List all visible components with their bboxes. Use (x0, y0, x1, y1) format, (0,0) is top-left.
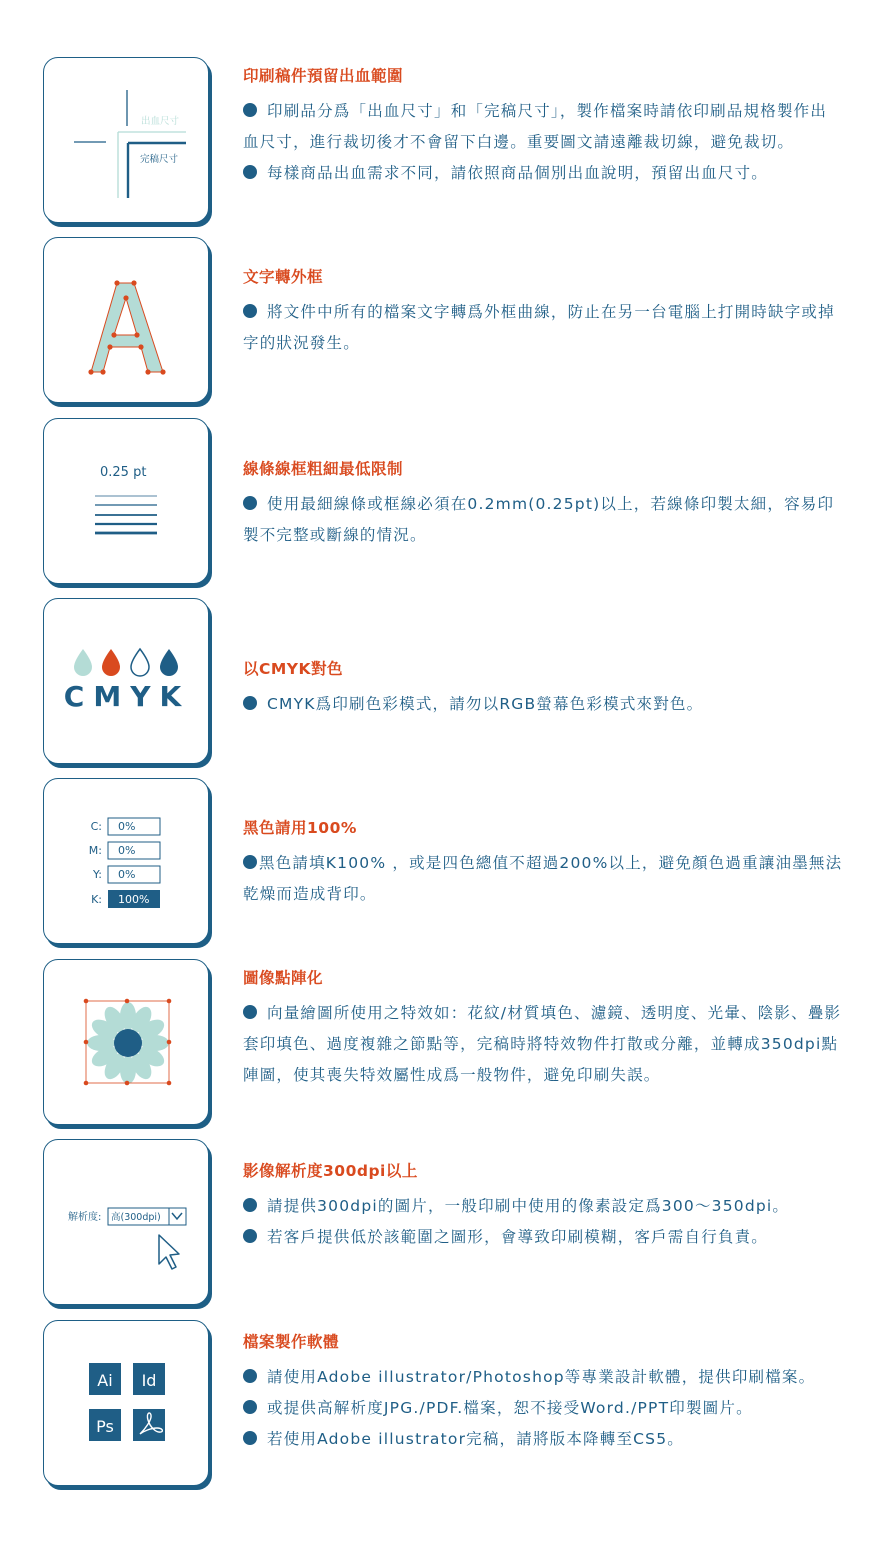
bullet-icon (243, 304, 257, 318)
black-value-section (243, 817, 843, 910)
section-title: 以CMYK對色 (243, 660, 344, 678)
bullet-paragraph: 若使用Adobe illustrator完稿，請將版本降轉至CS5。 (243, 1424, 843, 1455)
section-title: 黑色請用100% (243, 819, 357, 837)
bleed-crop-marks-icon (44, 58, 210, 224)
letter-outline-icon (44, 238, 210, 404)
bleed-size-label: 出血尺寸 (141, 116, 180, 127)
m-label: M: (88, 844, 102, 857)
section-title: 線條線框粗細最低限制 (243, 460, 404, 478)
bullet-icon (243, 1369, 257, 1383)
c-value: 0% (118, 820, 136, 833)
svg-text:Ps: Ps (96, 1417, 114, 1436)
bullet-paragraph: 印刷品分爲「出血尺寸」和「完稿尺寸」，製作檔案時請依印刷品規格製作出血尺寸，進行裁切後才不會留下白邊。重要圖文請遠離裁切線，避免裁切。 (243, 102, 828, 151)
bullet-paragraph: 若客戶提供低於該範圍之圖形，會導致印刷模糊，客戶需自行負責。 (243, 1222, 843, 1253)
adobe-software-icons (44, 1321, 210, 1487)
line-weight-icon-card (43, 418, 209, 584)
section-title: 文字轉外框 (243, 268, 324, 286)
svg-text:Id: Id (141, 1371, 157, 1390)
cmyk-section (243, 658, 843, 720)
line-weight-icon (44, 419, 210, 585)
bullet-paragraph: 請提供300dpi的圖片，一般印刷中使用的像素設定爲300～350dpi。 (243, 1191, 843, 1222)
outline-icon-card (43, 237, 209, 403)
bullet-paragraph: CMYK爲印刷色彩模式，請勿以RGB螢幕色彩模式來對色。 (243, 689, 843, 720)
line-weight-label: 0.25 pt (100, 465, 147, 480)
bullet-icon (243, 1431, 257, 1445)
bleed-icon-card (43, 57, 209, 223)
bullet-icon (243, 165, 257, 179)
acrobat-pdf-icon (133, 1409, 165, 1441)
trim-size-label: 完稿尺寸 (140, 154, 179, 165)
resolution-select-icon (44, 1140, 210, 1306)
bullet-paragraph: 或提供高解析度JPG./PDF.檔案，恕不接受Word./PPT印製圖片。 (243, 1393, 843, 1424)
bleed-section (243, 65, 843, 189)
resolution-value: 高(300dpi) (111, 1212, 161, 1223)
y-label: Y: (93, 868, 102, 881)
line-weight-section (243, 458, 843, 551)
software-section (243, 1331, 843, 1455)
bullet-paragraph: 請使用Adobe illustrator/Photoshop等專業設計軟體，提供印刷檔案。 (243, 1362, 843, 1393)
bullet-icon (243, 696, 257, 710)
bullet-icon (243, 855, 257, 869)
section-title: 圖像點陣化 (243, 969, 324, 987)
bullet-icon (243, 1400, 257, 1414)
rasterize-section (243, 967, 843, 1091)
k-label: K: (91, 893, 102, 906)
section-title: 檔案製作軟體 (243, 1333, 340, 1351)
bullet-icon (243, 1005, 257, 1019)
bullet-icon (243, 103, 257, 117)
rasterize-icon-card (43, 959, 209, 1125)
section-title: 影像解析度300dpi以上 (243, 1162, 418, 1180)
m-value: 0% (118, 844, 136, 857)
k-value: 100% (118, 893, 150, 906)
bullet-icon (243, 496, 257, 510)
section-title: 印刷稿件預留出血範圍 (243, 67, 404, 85)
resolution-label: 解析度: (68, 1212, 102, 1223)
cmyk-ink-drops-icon (44, 599, 210, 765)
bullet-icon (243, 1229, 257, 1243)
bullet-paragraph: 每樣商品出血需求不同，請依照商品個別出血說明，預留出血尺寸。 (243, 158, 843, 189)
bullet-paragraph: 向量繪圖所使用之特效如：花紋/材質填色、濾鏡、透明度、光暈、陰影、疊影套印填色、過度複雜之節點等，完稿時將特效物件打散或分離，並轉成350dpi點陣圖，使其喪失特效屬性成爲一般物件，避免印刷失誤。 (243, 1004, 842, 1084)
resolution-section (243, 1160, 843, 1253)
bullet-paragraph: 將文件中所有的檔案文字轉爲外框曲線，防止在另一台電腦上打開時缺字或掉字的狀況發生。 (243, 303, 835, 352)
bullet-paragraph: 使用最細線條或框線必須在0.2mm(0.25pt)以上，若線條印製太細，容易印製不完整或斷線的情況。 (243, 495, 835, 544)
resolution-icon-card (43, 1139, 209, 1305)
outline-text-section (243, 266, 843, 359)
cursor-arrow-icon (159, 1235, 179, 1269)
cmyk-icon-card (43, 598, 209, 764)
cmyk-values-panel-icon (44, 779, 210, 945)
svg-text:Ai: Ai (97, 1371, 113, 1390)
rasterize-flower-icon (44, 960, 210, 1126)
bullet-icon (243, 1198, 257, 1212)
outline-letter: A (44, 238, 45, 239)
y-value: 0% (118, 868, 136, 881)
c-label: C: (90, 820, 102, 833)
black-value-icon-card (43, 778, 209, 944)
software-icon-card (43, 1320, 209, 1486)
bullet-paragraph: 黑色請填K100% ，或是四色總值不超過200%以上，避免顏色過重讓油墨無法乾燥而造成背印。 (243, 854, 843, 903)
cmyk-label: CMYK (63, 680, 191, 713)
